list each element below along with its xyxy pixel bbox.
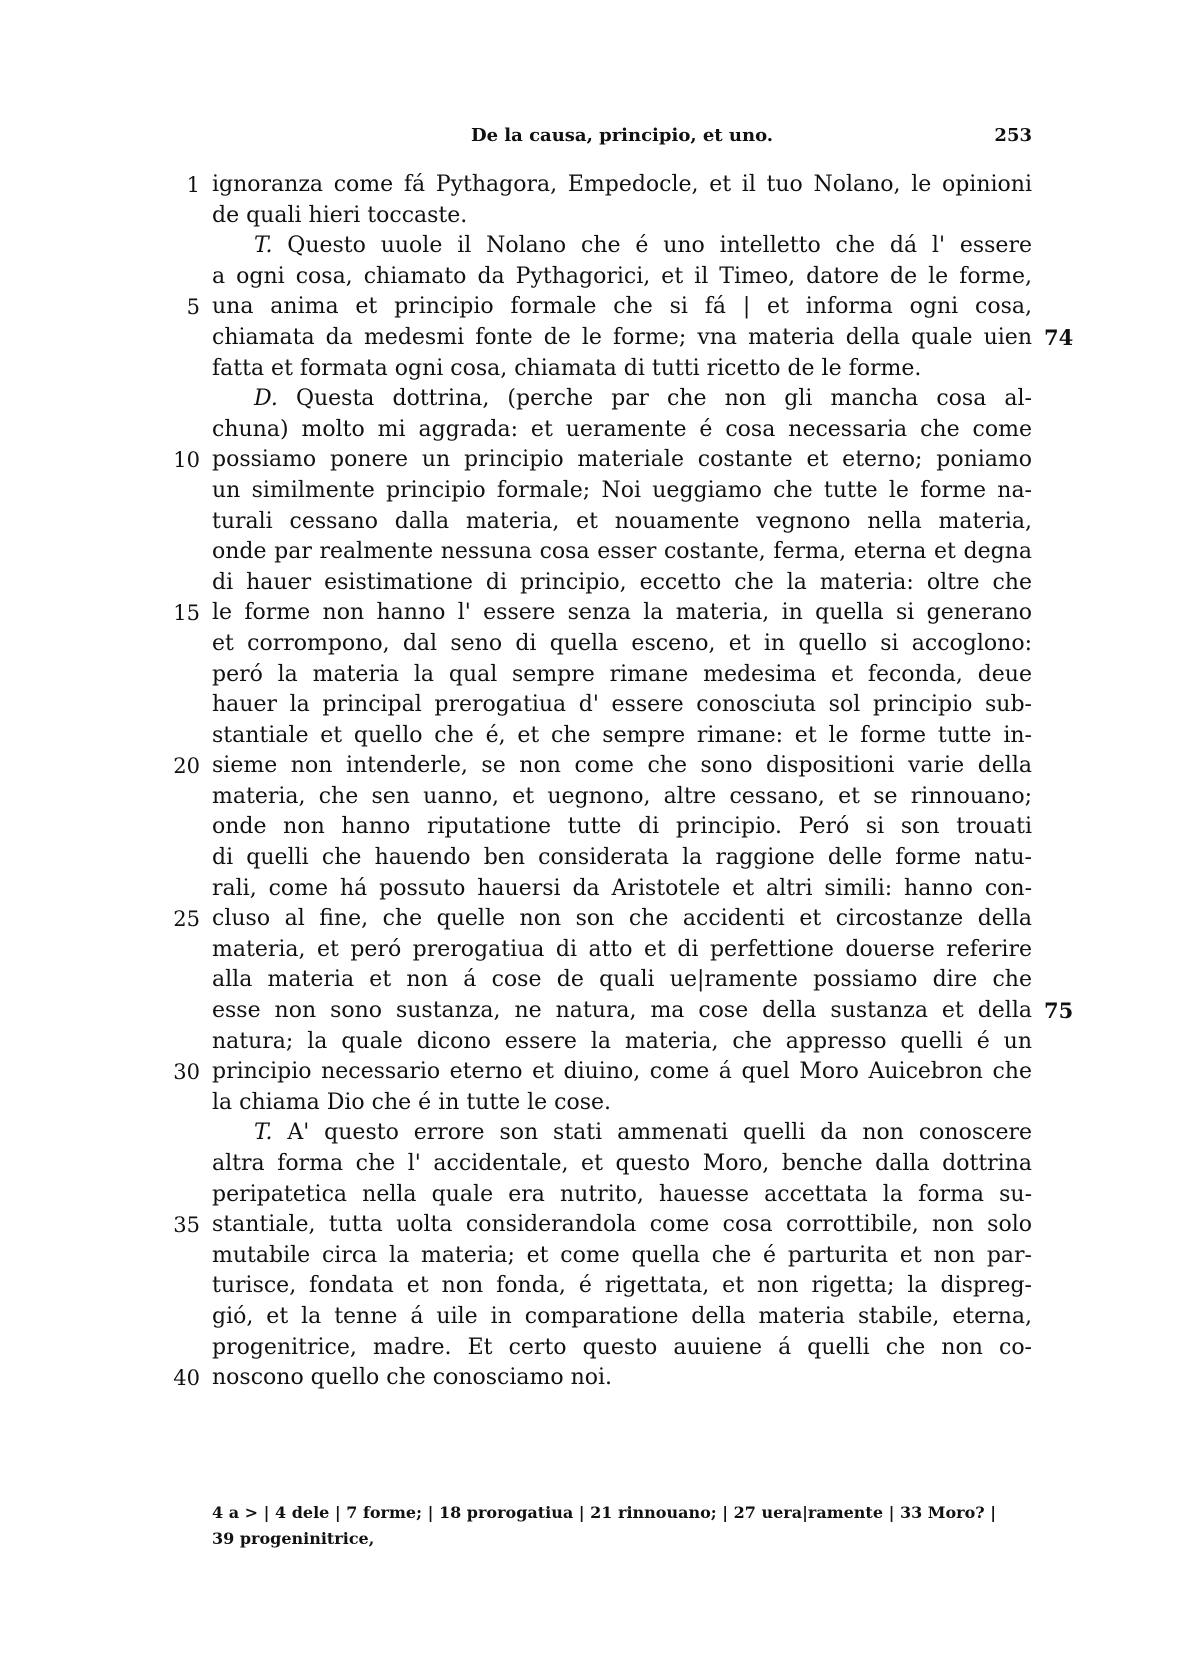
line-text xyxy=(212,1210,1032,1241)
text-line xyxy=(212,1118,1032,1149)
line-text xyxy=(212,1057,1032,1088)
line-content: altra forma che l' accidentale, et questo Moro, benche dalla dottrina xyxy=(212,1151,1032,1176)
line-text xyxy=(212,751,1032,782)
line-content: onde non hanno riputatione tutte di principio. Peró si son trouati xyxy=(212,814,1032,840)
text-line xyxy=(212,935,1032,966)
critical-apparatus xyxy=(212,1500,1032,1552)
line-content: A' questo errore son stati ammenati quelli da non conoscere xyxy=(287,1120,1032,1146)
text-line xyxy=(212,1088,1032,1119)
line-text xyxy=(212,1271,1032,1302)
footnote-line: 39 progeninitrice, xyxy=(212,1529,375,1548)
line-content: possiamo ponere un principio materiale costante et eterno; poniamo xyxy=(212,447,1032,473)
line-text xyxy=(212,721,1032,752)
line-content: rali, come há possuto hauersi da Aristotele et altri simili: hanno con- xyxy=(212,875,1032,901)
line-content: peró la materia la qual sempre rimane medesima et feconda, deue xyxy=(212,661,1032,687)
line-content: turali cessano dalla materia, et nouamente vegnono nella materia, xyxy=(212,508,1032,534)
line-text xyxy=(212,170,1032,201)
text-line xyxy=(212,1027,1032,1058)
speaker-label: T. xyxy=(254,233,273,259)
line-text xyxy=(212,904,1032,935)
line-content: ignoranza come fá Pythagora, Empedocle, et il tuo Nolano, le opinioni xyxy=(212,172,1032,197)
text-line xyxy=(212,507,1032,538)
text-line xyxy=(212,1302,1032,1333)
line-content: materia, che sen uanno, et uegnono, altre cessano, et se rinnouano; xyxy=(212,783,1032,809)
text-line xyxy=(212,660,1032,691)
text-line xyxy=(212,721,1032,752)
line-text xyxy=(212,1027,1032,1058)
line-content: di quelli che hauendo ben considerata la raggione delle forme natu- xyxy=(212,845,1032,871)
line-content: onde par realmente nessuna cosa esser costante, ferma, eterna et degna xyxy=(212,539,1032,565)
line-text xyxy=(212,568,1032,599)
line-text xyxy=(212,201,1032,232)
line-content: peripatetica nella quale era nutrito, hauesse accettata la forma su- xyxy=(212,1181,1032,1207)
line-content: di hauer esistimatione di principio, eccetto che la materia: oltre che xyxy=(212,569,1032,595)
running-title: De la causa, principio, et uno. xyxy=(470,125,774,146)
line-content: fatta et formata ogni cosa, chiamata di tutti ricetto de le forme. xyxy=(212,355,922,381)
text-line xyxy=(212,1333,1032,1364)
line-content: materia, et peró prerogatiua di atto et di perfettione douerse referire xyxy=(212,936,1032,962)
line-text xyxy=(212,843,1032,874)
line-text xyxy=(212,1149,1032,1180)
line-text xyxy=(212,354,1032,385)
text-body xyxy=(0,170,1183,1394)
line-content: natura; la quale dicono essere la materia, che appresso quelli é un xyxy=(212,1028,1032,1054)
line-content: sieme non intenderle, se non come che sono dispositioni varie della xyxy=(212,753,1032,779)
footnote-line: 4 a > | 4 dele | 7 forme; | 18 prorogatiua | 21 rinnouano; | 27 uera|ramente | 33 Moro? | xyxy=(212,1503,997,1522)
text-line xyxy=(212,1149,1032,1180)
line-text xyxy=(212,445,1032,476)
line-text xyxy=(212,1333,1032,1364)
line-text xyxy=(212,660,1032,691)
text-line xyxy=(212,1271,1032,1302)
line-content: gió, et la tenne á uile in comparatione della materia stabile, eterna, xyxy=(212,1303,1032,1329)
line-content: alla materia et non á cose de quali ue|ramente possiamo dire che xyxy=(212,967,1032,993)
line-text xyxy=(212,323,1032,354)
text-line xyxy=(173,1057,1032,1088)
text-line xyxy=(212,537,1032,568)
line-content: turisce, fondata et non fonda, é rigettata, et non rigetta; la dispreg- xyxy=(212,1273,1032,1299)
line-text xyxy=(212,1363,1032,1394)
text-line xyxy=(212,201,1032,232)
line-number: 30 xyxy=(173,1060,200,1085)
line-content: stantiale, tutta uolta considerandola come cosa corrottibile, non solo xyxy=(212,1212,1032,1238)
line-text xyxy=(212,965,1032,996)
text-line xyxy=(212,1241,1032,1272)
line-text xyxy=(212,812,1032,843)
line-content: una anima et principio formale che si fá | et informa ogni cosa, xyxy=(212,294,1032,320)
line-content: la chiama Dio che é in tutte le cose. xyxy=(212,1089,612,1115)
line-text xyxy=(212,1118,1032,1149)
line-content: progenitrice, madre. Et certo questo auuiene á quelli che non co- xyxy=(212,1334,1032,1360)
line-text xyxy=(212,1180,1032,1211)
line-number: 10 xyxy=(173,448,200,473)
text-line xyxy=(173,1363,1032,1394)
speaker-label: T. xyxy=(254,1120,273,1146)
line-number: 20 xyxy=(173,754,200,779)
line-text xyxy=(212,598,1032,629)
line-content: chuna) molto mi aggrada: et ueramente é cosa necessaria che come xyxy=(212,416,1032,442)
line-text xyxy=(212,629,1032,660)
line-content: Questo uuole il Nolano che é uno intelletto che dá l' essere xyxy=(287,233,1032,259)
line-content: de quali hieri toccaste. xyxy=(212,202,468,228)
line-text xyxy=(212,1088,1032,1119)
line-content: principio necessario eterno et diuino, come á quel Moro Auicebron che xyxy=(212,1059,1032,1085)
line-text xyxy=(212,292,1032,323)
line-content: le forme non hanno l' essere senza la materia, in quella si generano xyxy=(212,600,1032,626)
text-line xyxy=(212,1180,1032,1211)
line-text xyxy=(212,874,1032,905)
text-line xyxy=(212,323,1032,354)
line-content: stantiale et quello che é, et che sempre rimane: et le forme tutte in- xyxy=(212,722,1032,748)
speaker-label: D. xyxy=(254,386,278,412)
line-content: et corrompono, dal seno di quella esceno, et in quello si accoglono: xyxy=(212,630,1032,656)
line-text xyxy=(212,1241,1032,1272)
text-line xyxy=(186,170,1032,201)
text-line xyxy=(212,231,1032,262)
text-line xyxy=(212,690,1032,721)
line-number: 5 xyxy=(186,295,200,320)
text-line xyxy=(173,751,1032,782)
line-text xyxy=(212,507,1032,538)
text-line xyxy=(212,354,1032,385)
line-content: a ogni cosa, chiamato da Pythagorici, et il Timeo, datore de le forme, xyxy=(212,263,1032,289)
line-text xyxy=(212,1302,1032,1333)
text-line xyxy=(173,1210,1032,1241)
line-text xyxy=(212,996,1032,1027)
text-line xyxy=(212,874,1032,905)
line-number: 1 xyxy=(186,173,200,197)
line-text xyxy=(212,782,1032,813)
text-line xyxy=(212,629,1032,660)
line-text xyxy=(212,384,1032,415)
line-content: hauer la principal prerogatiua d' essere conosciuta sol principio sub- xyxy=(212,692,1032,718)
text-line xyxy=(212,262,1032,293)
text-line xyxy=(212,843,1032,874)
text-line xyxy=(212,476,1032,507)
text-line xyxy=(173,598,1032,629)
running-header xyxy=(212,125,1032,155)
line-text xyxy=(212,690,1032,721)
line-content: chiamata da medesmi fonte de le forme; vna materia della quale uien xyxy=(212,324,1032,350)
text-line xyxy=(212,415,1032,446)
page-number: 253 xyxy=(994,125,1032,146)
line-text xyxy=(212,476,1032,507)
line-text xyxy=(212,935,1032,966)
margin-page-number: 74 xyxy=(1044,324,1074,350)
line-content: Questa dottrina, (perche par che non gli mancha cosa al- xyxy=(295,386,1032,412)
text-line xyxy=(212,812,1032,843)
line-text xyxy=(212,415,1032,446)
text-line xyxy=(173,445,1032,476)
line-number: 15 xyxy=(173,601,200,626)
line-text xyxy=(212,231,1032,262)
line-number: 35 xyxy=(173,1213,200,1238)
text-line xyxy=(212,568,1032,599)
line-content: noscono quello che conosciamo noi. xyxy=(212,1365,613,1391)
text-line xyxy=(212,996,1032,1027)
text-line xyxy=(212,384,1032,415)
line-text xyxy=(212,262,1032,293)
line-content: esse non sono sustanza, ne natura, ma cose della sustanza et della xyxy=(212,998,1032,1024)
line-number: 40 xyxy=(173,1366,200,1391)
line-content: cluso al fine, che quelle non son che accidenti et circostanze della xyxy=(212,906,1032,932)
line-number: 25 xyxy=(173,907,200,932)
line-content: un similmente principio formale; Noi ueggiamo che tutte le forme na- xyxy=(212,477,1032,503)
text-line xyxy=(212,782,1032,813)
text-line xyxy=(173,904,1032,935)
margin-page-number: 75 xyxy=(1044,998,1074,1024)
line-content: mutabile circa la materia; et come quella che é parturita et non par- xyxy=(212,1242,1032,1268)
line-text xyxy=(212,537,1032,568)
